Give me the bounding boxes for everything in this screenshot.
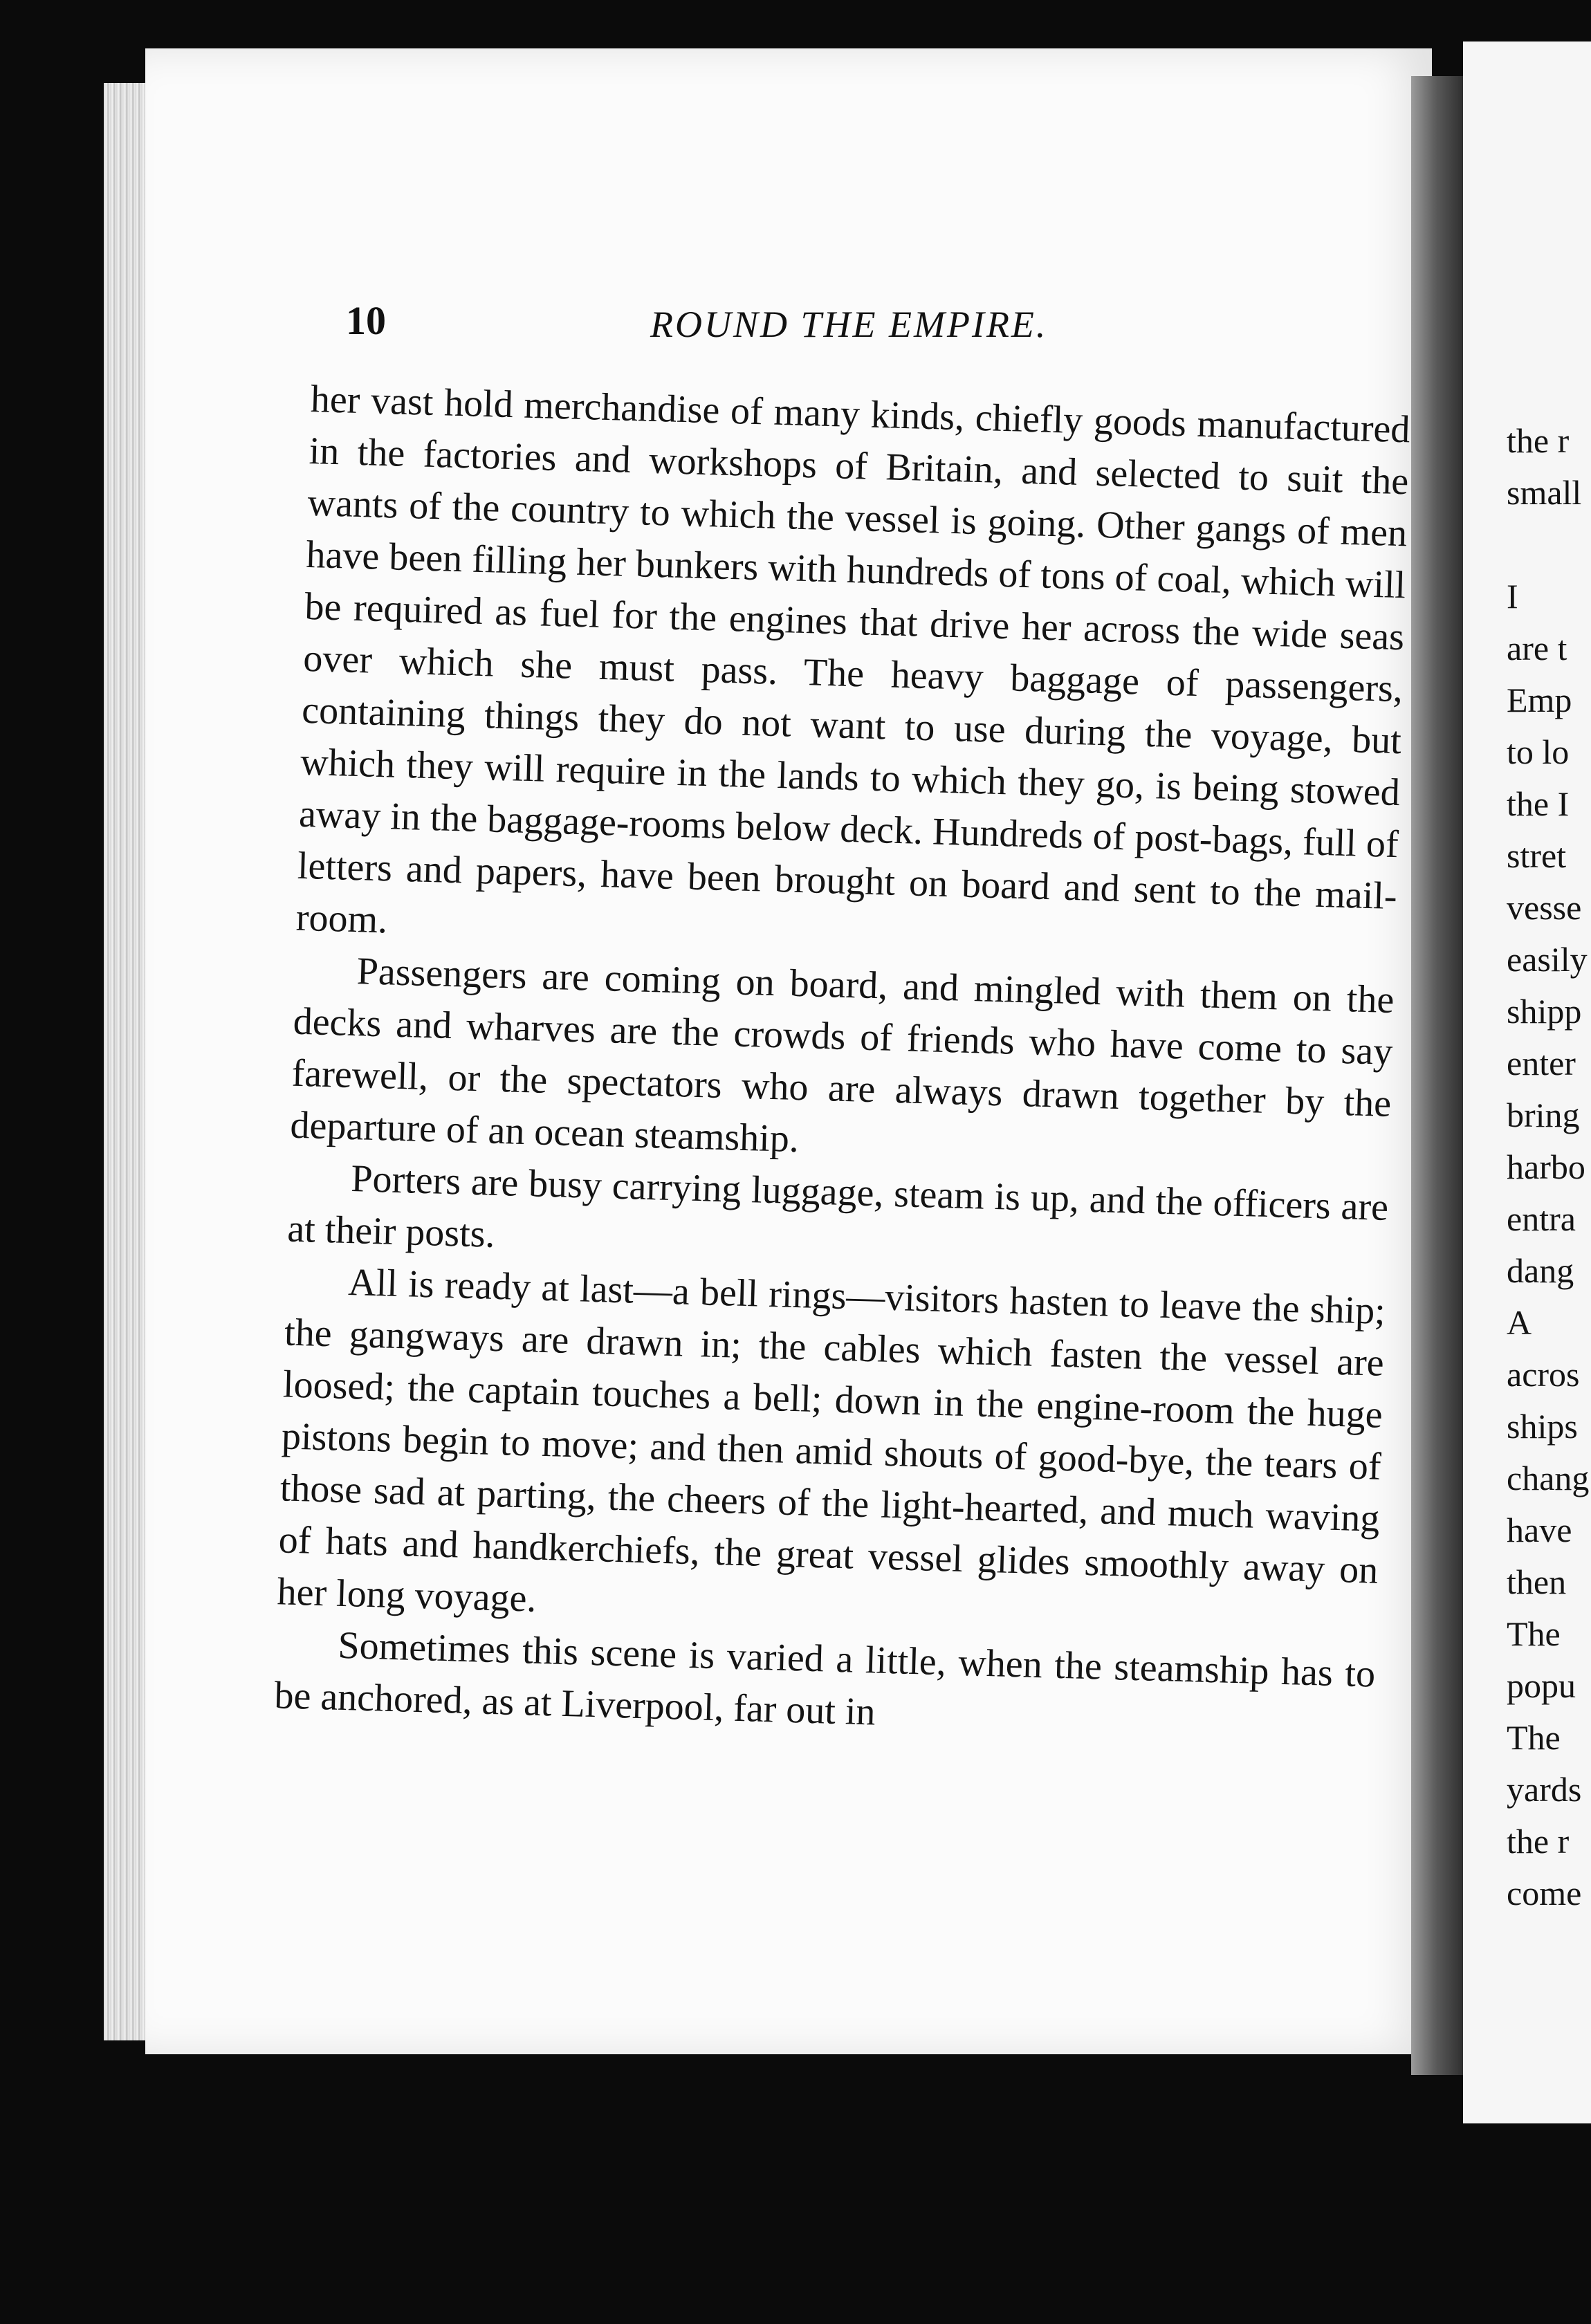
right-line: stret [1507, 836, 1567, 875]
right-line: then [1507, 1562, 1567, 1601]
right-line: A [1507, 1303, 1532, 1342]
right-line: entra [1507, 1199, 1576, 1238]
book-gutter [1411, 76, 1466, 2075]
right-line: yards [1507, 1770, 1582, 1809]
paragraph: Sometimes this scene is varied a little, when the steamship has to be anchored, as at Liverpool, far out in [273, 1623, 1376, 1734]
right-line: have [1507, 1511, 1572, 1549]
running-title: ROUND THE EMPIRE. [650, 304, 1048, 345]
right-line: to lo [1507, 732, 1570, 771]
right-line: The [1507, 1614, 1561, 1653]
right-line: bring [1507, 1096, 1580, 1134]
right-line: the r [1507, 1822, 1570, 1861]
right-line: ships [1507, 1407, 1578, 1446]
right-line: vesse [1507, 888, 1582, 927]
right-line: shipp [1507, 992, 1582, 1031]
right-line: The [1507, 1718, 1561, 1757]
right-line: chang [1507, 1459, 1590, 1497]
right-line: easily [1507, 940, 1588, 979]
page-header [346, 290, 1370, 353]
right-page-text [1507, 415, 1591, 1919]
right-line: small [1507, 473, 1582, 512]
right-line: acros [1507, 1355, 1580, 1394]
paragraph: Passengers are coming on board, and mingled with them on the decks and wharves are the crowds of friends who have come to say farewell, or the spectators who are always drawn together by the departure of an ocean steamship. [289, 950, 1395, 1161]
paragraph: her vast hold merchandise of many kinds, chiefly goods manufactured in the factories and workshops of Britain, and selected to suit the wants of the country to which the vessel is going. Other gangs of men have been filling her bunkers with hundreds of tons of coal, which will be required as fuel for the engines that drive her across the wide seas over which she must pass. The heavy baggage of passengers, containing things they do not want to use during the voyage, but which they will require in the lands to which they go, is being stowed away in the baggage-rooms below deck. Hundreds of post-bags, full of letters and papers, have been brought on board and sent to the mail-room. [295, 377, 1411, 942]
right-line: enter [1507, 1044, 1576, 1082]
right-line: the r [1507, 421, 1570, 460]
page-number: 10 [346, 298, 386, 343]
body-text [274, 374, 1411, 1753]
right-line [1507, 519, 1591, 571]
right-line: come [1507, 1874, 1582, 1912]
paragraph: All is ready at last—a bell rings—visitors hasten to leave the ship; the gangways are drawn in; the cables which fasten the vessel are loosed; the captain touches a bell; down in the engine-room the huge pistons begin to move; and then amid shouts of good-bye, the tears of those sad at parting, the cheers of the light-hearted, and much waving of hats and handkerchiefs, the great vessel glides smoothly away on her long voyage. [276, 1261, 1386, 1621]
right-line: popu [1507, 1666, 1576, 1705]
right-line: are t [1507, 629, 1567, 667]
right-line: Emp [1507, 681, 1572, 719]
right-line: I [1507, 577, 1518, 616]
paragraph: Porters are busy carrying luggage, steam is up, and the officers are at their posts. [286, 1157, 1389, 1256]
right-line: harbo [1507, 1147, 1585, 1186]
right-line: dang [1507, 1251, 1574, 1290]
right-line: the I [1507, 784, 1570, 823]
